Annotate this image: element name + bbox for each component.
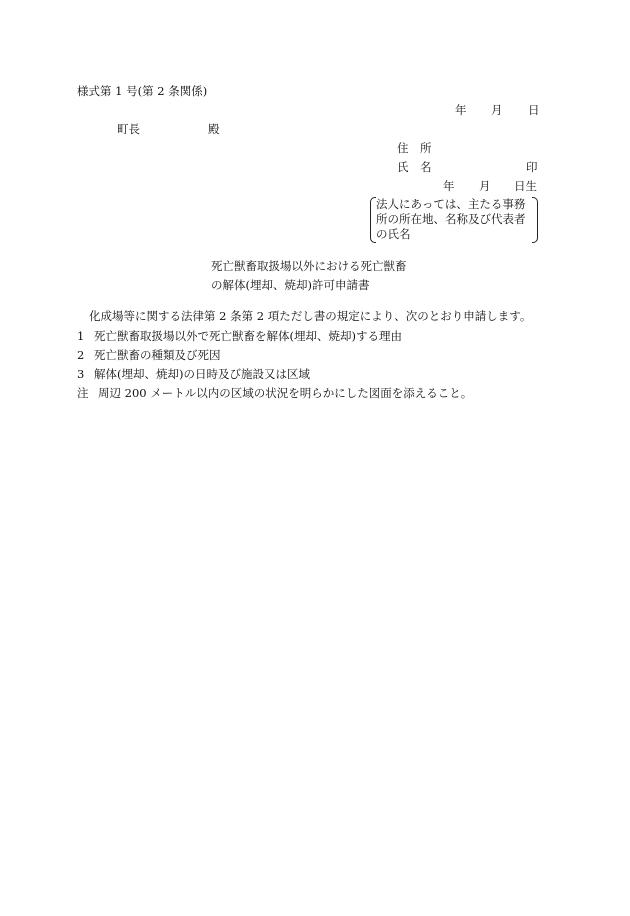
name-label: 氏 名 (397, 160, 432, 174)
corporate-note-line: 所の所在地、名称及び代表者 (376, 212, 526, 226)
birth-day-label: 日生 (514, 179, 537, 193)
date-day-label: 日 (528, 103, 540, 117)
seal-mark: 印 (526, 160, 538, 174)
addressee-title: 町長 (117, 122, 140, 136)
birth-month-label: 月 (479, 179, 491, 193)
item-text: 死亡獣畜取扱場以外で死亡獣畜を解体(埋却、焼却)する理由 (94, 329, 402, 343)
intro-paragraph: 化成場等に関する法律第 2 条第 2 項ただし書の規定により、次のとおり申請します。 (89, 309, 532, 323)
date-month-label: 月 (491, 103, 503, 117)
footnote-text: 周辺 200 メートル以内の区域の状況を明らかにした図面を添えること。 (98, 386, 473, 400)
item-number: 1 (77, 329, 85, 343)
corporate-note-bracket (370, 197, 538, 241)
form-title-line: 死亡獣畜取扱場以外における死亡獣畜 (211, 259, 407, 273)
form-number: 様式第 1 号(第 2 条関係) (77, 84, 208, 98)
corporate-note-line: 法人にあっては、主たる事務 (376, 197, 526, 211)
footnote-label: 注 (77, 386, 89, 400)
corporate-note (376, 197, 526, 242)
birth-year-label: 年 (443, 179, 455, 193)
right-bracket (532, 197, 538, 243)
item-text: 解体(埋却、焼却)の日時及び施設又は区域 (94, 367, 310, 381)
item-text: 死亡獣畜の種類及び死因 (94, 348, 221, 362)
date-year-label: 年 (455, 103, 467, 117)
item-number: 3 (77, 367, 85, 381)
addressee-honorific: 殿 (208, 122, 220, 136)
corporate-note-line: の氏名 (376, 227, 411, 241)
item-number: 2 (77, 348, 85, 362)
form-title-line: の解体(埋却、焼却)許可申請書 (211, 278, 370, 292)
address-label: 住 所 (397, 141, 432, 155)
